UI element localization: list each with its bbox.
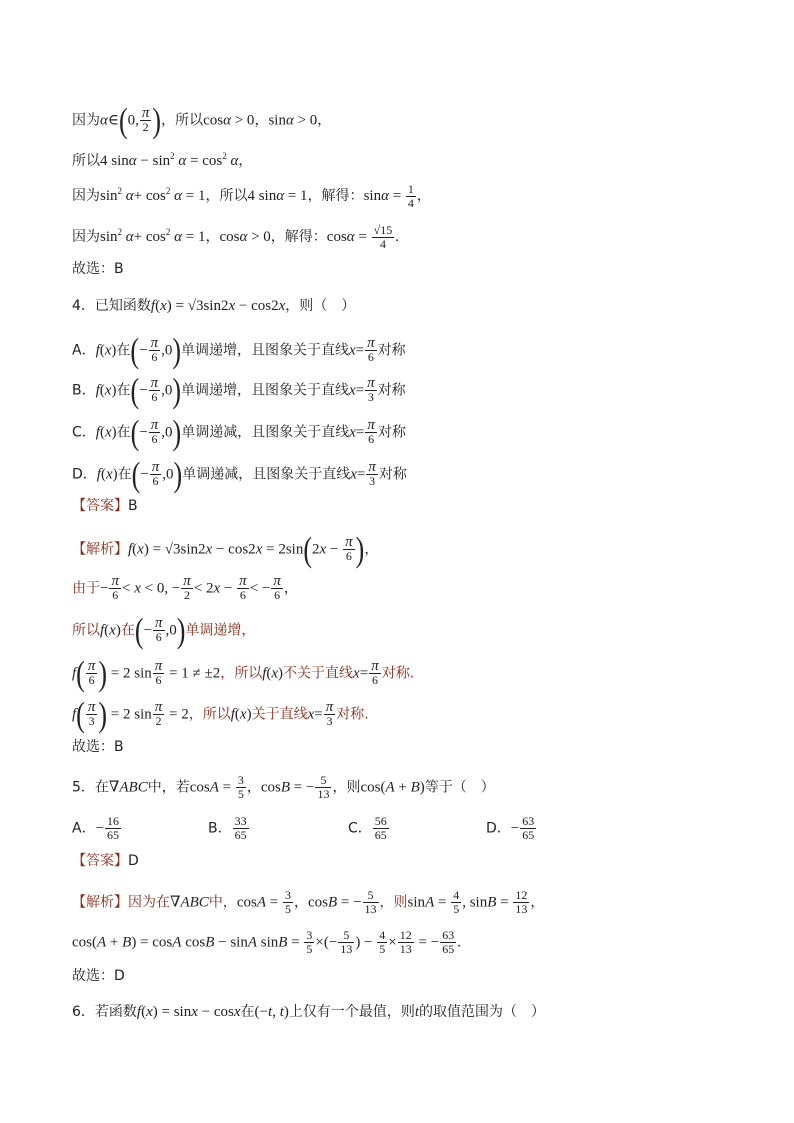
question-5-answer: 【答案】D xyxy=(72,853,139,869)
question-4-analysis-4: f( $\frac{\pi}{6}$ ) = 2 sin $\frac{\pi}{6}$ = 1 ≠ ±2，所以f(x)不关于直线x= $\frac{\pi}{6}$ 对称. xyxy=(72,653,415,693)
question-4-option-c: C．f(x)在(− $\frac{\pi}{6}$ ,0)单调递减，且图象关于直线x= $\frac{\pi}{6}$ 对称 xyxy=(72,412,406,452)
question-4-analysis-2: 由于− $\frac{\pi}{6}$ < x < 0, − $\frac{\pi}{2}$ < 2x − $\frac{\pi}{6}$ < − $\frac{\pi}{6}$ ， xyxy=(72,573,298,602)
solution-line-2: 所以4 $\sin\alpha - \sin^2 \alpha = \cos^2 \alpha$， xyxy=(72,151,253,169)
question-5-option-a: A．− $\frac{16}{65}$ xyxy=(72,814,120,842)
solution-line-1: 因为α∈(0, $\frac{\pi}{2}$ )，所以cosα > 0，sinα > 0， xyxy=(72,100,332,140)
question-4-option-d: D．f(x)在(− $\frac{\pi}{6}$ ,0)单调递减，且图象关于直线x= $\frac{\pi}{3}$ 对称 xyxy=(72,454,407,494)
question-5-stem: 5．在∇ABC中，若cosA = $\frac{3}{5}$ ，cosB = − $\frac{5}{13}$ ，则cos(A + B)等于（ ） xyxy=(72,773,495,801)
solution-line-3: 因为$\sin^2 \alpha+ \cos^2 \alpha = 1$，所以4 sinα = 1，解得：sinα = $\frac{1}{4}$ ， xyxy=(72,181,431,210)
question-4-stem: 4．已知函数f(x) = √3sin2x − cos2x，则（ ） xyxy=(72,298,356,314)
question-4-option-b: B．f(x)在(− $\frac{\pi}{6}$ ,0)单调递增，且图象关于直线x= $\frac{\pi}{3}$ 对称 xyxy=(72,370,406,410)
question-5-choice: 故选：D xyxy=(72,968,125,984)
question-4-analysis-1: 【解析】f(x) = √3sin2x − cos2x = 2sin(2x − $\frac{\pi}{6}$ )， xyxy=(72,529,379,569)
question-5-analysis-1: 【解析】因为在∇ABC中，cosA = $\frac{3}{5}$ ，cosB = − $\frac{5}{13}$ ，则sinA = $\frac{4}{5}$ , sinB = $\frac{12}{13}$ ， xyxy=(72,888,545,916)
question-4-answer: 【答案】B xyxy=(72,498,138,514)
question-4-option-a: A．f(x)在(− $\frac{\pi}{6}$ ,0)单调递增，且图象关于直线x= $\frac{\pi}{6}$ 对称 xyxy=(72,330,406,370)
solution-line-4: 因为$\sin^2 \alpha+ \cos^2 \alpha = 1$，cosα > 0，解得：cosα = $\frac{√15}{4}$ . xyxy=(72,222,399,251)
question-5-option-c: C． $\frac{56}{65}$ xyxy=(348,814,387,842)
question-4-analysis-3: 所以f(x)在(− $\frac{\pi}{6}$ ,0)单调递增， xyxy=(72,610,256,650)
question-4-analysis-5: f( $\frac{\pi}{3}$ ) = 2 sin $\frac{\pi}{2}$ = 2，所以f(x)关于直线x= $\frac{\pi}{3}$ 对称. xyxy=(72,694,369,734)
question-6-stem: 6．若函数f(x) = sinx − cosx在(−t, t)上仅有一个最值，则t的取值范围为（ ） xyxy=(72,1004,546,1020)
question-5-option-b: B． $\frac{33}{65}$ xyxy=(208,814,247,842)
question-5-option-d: D．− $\frac{63}{65}$ xyxy=(486,814,535,842)
choice-line-3: 故选：B xyxy=(72,261,124,277)
question-4-choice: 故选：B xyxy=(72,739,124,755)
question-5-analysis-2: cos(A + B) = cosA cosB − sinA sinB = $\frac{3}{5}$ ×(− $\frac{5}{13}$ ) − $\frac{4}{5}$ × $\frac{12}{13}$ = − $\frac{63}{65}$ . xyxy=(72,928,461,956)
